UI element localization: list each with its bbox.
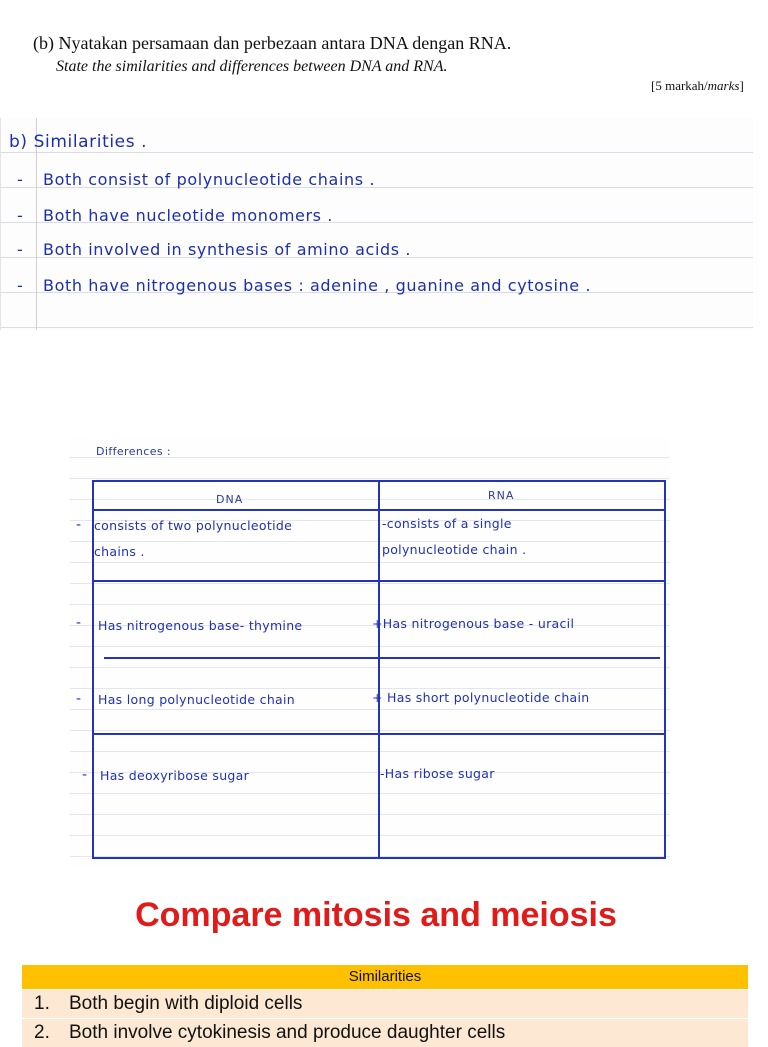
similarity-item: - Both involved in synthesis of amino acids . [17,240,412,259]
similarities-heading: b) Similarities . [9,132,148,152]
exam-question [0,0,768,110]
dna-cell: Has deoxyribose sugar [100,768,250,783]
row-text: Both involve cytokinesis and produce daughter cells [69,1022,506,1043]
rna-cell: + Has short polynucleotide chain [372,690,590,705]
marks-close: ] [739,78,744,93]
table-column-divider [378,480,380,859]
question-malay: (b) Nyatakan persamaan dan perbezaan antara DNA dengan RNA. [33,33,512,53]
differences-heading: Differences : [96,445,172,458]
column-header-rna: RNA [488,489,515,502]
similarity-item: - Both have nucleotide monomers . [17,206,333,225]
table-header-divider [92,509,666,511]
rna-cell: +Has nitrogenous base - uracil [372,616,575,631]
similarity-item: - Both consist of polynucleotide chains . [17,170,376,189]
row-number: 2. [34,1022,50,1043]
table-row-divider [92,733,666,735]
slide-title: Compare mitosis and meiosis [135,896,617,934]
table-header: Similarities [22,965,748,989]
rna-cell: -Has ribose sugar [380,766,495,781]
table-row-divider [104,657,660,659]
row-number: 1. [34,993,50,1014]
table-row [22,989,748,1018]
differences-answer-sheet [70,437,670,865]
question-marks [651,78,744,94]
row-dash: - [76,615,82,631]
similarities-table [22,965,748,1047]
similarities-answer-sheet [0,118,753,330]
marks-italic: marks [707,78,740,93]
row-dash: - [76,517,82,533]
rna-cell: -consists of a single polynucleotide chain . [382,516,527,557]
row-text: Both begin with diploid cells [69,993,303,1014]
table-row-divider [92,580,666,582]
column-header-dna: DNA [216,493,244,506]
similarity-item: - Both have nitrogenous bases : adenine , guanine and cytosine . [17,276,592,295]
dna-cell: Has nitrogenous base- thymine [98,618,303,633]
dna-cell: consists of two polynucleotide chains . [94,518,293,559]
row-dash: - [82,767,88,783]
row-dash: - [76,691,82,707]
table-row [22,1018,748,1047]
question-english: State the similarities and differences between DNA and RNA. [56,58,448,75]
table-right-border [664,480,666,859]
dna-cell: Has long polynucleotide chain [98,692,295,707]
marks-open: [5 markah/ [651,78,708,93]
